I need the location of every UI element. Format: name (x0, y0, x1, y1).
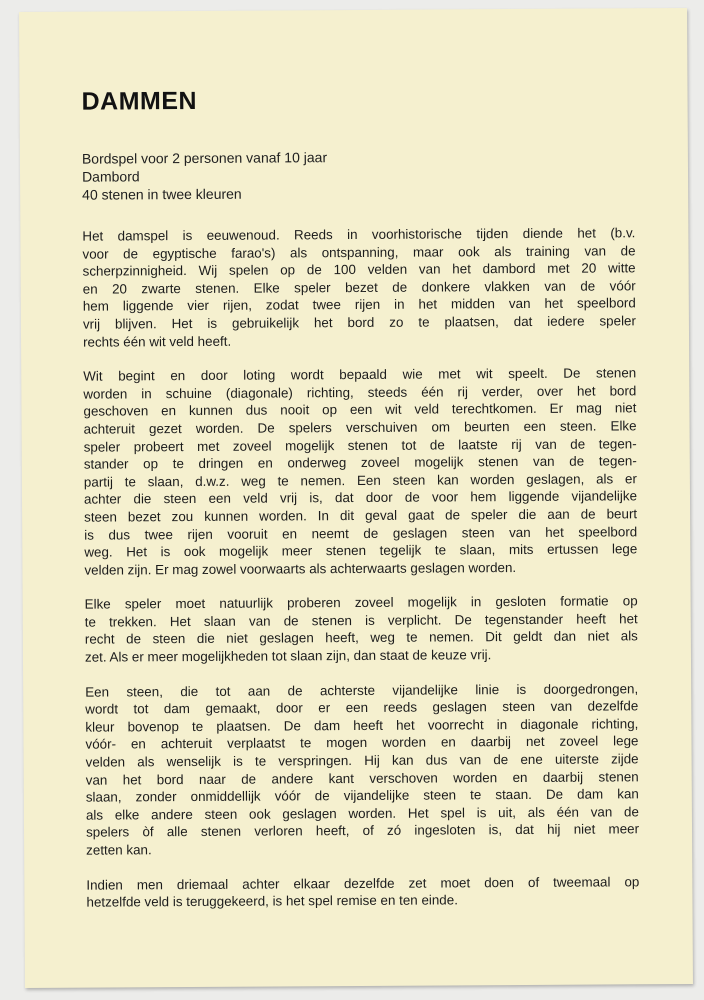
text-line: te trekken. Het slaan van de stenen is verplicht. De tegenstander heeft het (84, 611, 638, 630)
text-line: achter die steen een veld vrij is, dat door de voor hem liggende vijandelijke (83, 488, 638, 507)
subtitle-line: 40 stenen in twee kleuren (82, 185, 242, 203)
text-line: zet. Als er meer mogelijkheden tot slaan zijn, dan staat de keuze vrij. (84, 647, 492, 665)
text-line: achteruit gezet worden. De spelers verschuiven om beurten een steen. Elke (83, 418, 637, 437)
rules-paragraph (82, 224, 636, 351)
text-line: hetzelfde veld is teruggekeerd, is het spel remise en ten einde. (86, 892, 458, 910)
text-line: kleur bovenop te plaatsen. De dam heeft het voorrecht in diagonale richting, (85, 716, 639, 735)
text-line: weg. Het is ook mogelijk meer stenen tegelijk te slaan, mits ertussen lege (84, 541, 638, 560)
text-line: zetten kan. (86, 842, 152, 858)
rules-paragraph (85, 593, 638, 667)
rules-paragraph (83, 364, 637, 578)
text-line: voor de egyptische farao's) als ontspanning, maar ook als training van de (82, 242, 636, 262)
text-line: worden in schuine (diagonale) richting, steeds één rij verder, over het bord (83, 383, 637, 402)
text-line: Een steen, die tot aan de achterste vijandelijke linie is doorgedrongen, (85, 680, 639, 700)
text-line: Indien men driemaal achter elkaar dezelfde zet moet doen of tweemaal op (86, 873, 640, 893)
text-line: als elke andere steen ook geslagen worden. Het spel is uit, als één van de (85, 804, 639, 823)
text-line: geschoven en kunnen dus nooit op een wit veld terechtkomen. Er mag niet (83, 400, 637, 420)
text-line: recht de steen die niet geslagen heeft, weg te nemen. Dit geldt dan niet als (84, 628, 638, 648)
text-line: vóór- en achteruit verplaatst te mogen worden en daarbij net zoveel lege (85, 733, 639, 753)
text-line: hem liggende vier rijen, zodat twee rijen in het midden van het speelbord (82, 295, 636, 315)
text-line: velden als wenselijk is te verspringen. Hij kan dus van de ene uiterste zijde (85, 751, 639, 770)
text-line: partij te slaan, d.w.z. weg te nemen. Een steen kan worden geslagen, als er (83, 471, 637, 490)
text-line: stander op te dringen en onderweg zoveel mogelijk stenen van de tegen- (83, 453, 637, 472)
rules-paragraph (85, 680, 639, 859)
rules-text (82, 224, 639, 928)
text-line: Wit begint en door loting wordt bepaald wie met wit speelt. De stenen (83, 365, 637, 384)
paper-sheet (19, 8, 693, 988)
text-line: spelers òf alle stenen verloren heeft, of zó ingesloten is, dat hij niet meer (85, 821, 640, 841)
text-line: slaan, zonder onmiddellijk vóór de vijandelijke steen te staan. De dam kan (85, 786, 639, 805)
text-line: speler probeert met zoveel mogelijk stenen tot de laatste rij van de tegen- (83, 435, 637, 455)
text-line: Het damspel is eeuwenoud. Reeds in voorhistorische tijden diende het (b.v. (82, 225, 636, 244)
text-line: is dus twee rijen vooruit en neemt de geslagen steen van het speelbord (84, 523, 638, 543)
document-title: DAMMEN (81, 86, 198, 116)
text-line: van het bord naar de andere kant verschoven worden en daarbij stenen (85, 768, 639, 788)
subtitle-line: Dambord (81, 168, 140, 185)
text-line: en 20 zwarte stenen. Elke speler bezet de donkere vlakken van de vóór (82, 278, 636, 297)
game-info (82, 148, 327, 203)
text-line: steen bezet zou kunnen worden. In dit geval gaat de speler die aan de beurt (84, 506, 638, 525)
text-line: scherpzinnigheid. Wij spelen op de 100 velden van het dambord met 20 witte (82, 260, 636, 279)
text-line: vrij blijven. Het is gebruikelijk het bord zo te plaatsen, dat iedere speler (82, 313, 636, 332)
text-line: rechts één wit veld heeft. (82, 333, 232, 350)
text-line: velden zijn. Er mag zowel voorwaarts als achterwaarts geslagen worden. (84, 559, 517, 578)
rules-paragraph (86, 873, 639, 912)
text-line: wordt tot dam gemaakt, door er een reeds geslagen steen van dezelfde (85, 698, 639, 717)
text-line: Elke speler moet natuurlijk proberen zoveel mogelijk in gesloten formatie op (84, 593, 638, 612)
subtitle-line: Bordspel voor 2 personen vanaf 10 jaar (81, 149, 328, 167)
